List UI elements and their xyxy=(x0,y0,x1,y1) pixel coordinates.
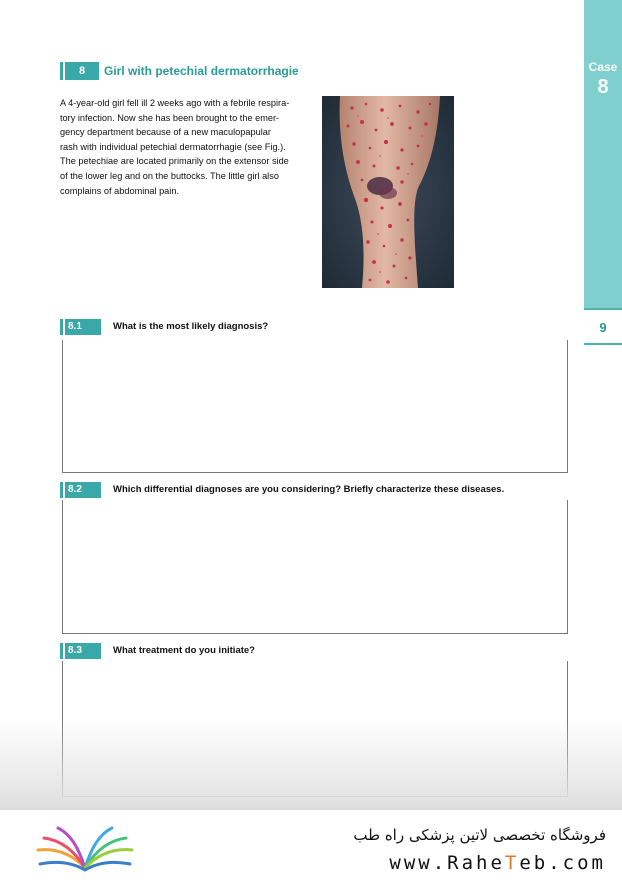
tab-divider xyxy=(584,308,622,310)
question-accent-bar xyxy=(60,643,63,659)
intro-line: A 4-year-old girl fell ill 2 weeks ago with a febrile respira- xyxy=(60,98,290,108)
page-number-rule xyxy=(584,343,622,345)
intro-line: gency department because of a new maculopapular xyxy=(60,127,271,138)
question-accent-bar xyxy=(60,482,63,498)
book-logo-icon xyxy=(30,824,140,874)
intro-line: rash with individual petechial dermatorrhagie (see Fig.). xyxy=(60,141,286,152)
question-number: 8.1 xyxy=(65,319,101,335)
site-url[interactable] xyxy=(300,852,606,874)
question-number: 8.3 xyxy=(65,643,101,659)
answer-box-8-1[interactable] xyxy=(62,340,568,473)
intro-line: tory infection. Now she has been brought to the emer- xyxy=(60,112,280,123)
site-url-prefix: www.Rahe xyxy=(389,852,505,874)
case-tab xyxy=(584,0,622,308)
intro-line: The petechiae are located primarily on the extensor side xyxy=(60,156,289,167)
intro-line: complains of abdominal pain. xyxy=(60,185,179,196)
question-text: Which differential diagnoses are you considering? Briefly characterize these diseases. xyxy=(113,484,505,495)
case-number: 8 xyxy=(65,62,99,80)
question-accent-bar xyxy=(60,319,63,335)
question-text: What treatment do you initiate? xyxy=(113,645,255,656)
answer-box-8-2[interactable] xyxy=(62,500,568,634)
header-accent-bar xyxy=(60,62,63,80)
page-shadow xyxy=(0,720,622,815)
intro-line: of the lower leg and on the buttocks. The little girl also xyxy=(60,170,279,181)
shop-name: فروشگاه تخصصی لاتین پزشکی راه طب xyxy=(353,826,606,844)
case-title: Girl with petechial dermatorrhagie xyxy=(104,64,299,78)
footer-banner xyxy=(0,810,622,880)
question-text: What is the most likely diagnosis? xyxy=(113,321,269,332)
clinical-photo-petechiae xyxy=(322,96,454,288)
site-url-suffix: eb.com xyxy=(519,852,606,874)
page-number: 9 xyxy=(599,320,607,335)
site-url-highlight: T xyxy=(504,852,520,874)
case-tab-number: 8 xyxy=(597,76,609,98)
case-tab-label: Case xyxy=(588,60,618,74)
case-description xyxy=(60,96,308,198)
question-number: 8.2 xyxy=(65,482,101,498)
